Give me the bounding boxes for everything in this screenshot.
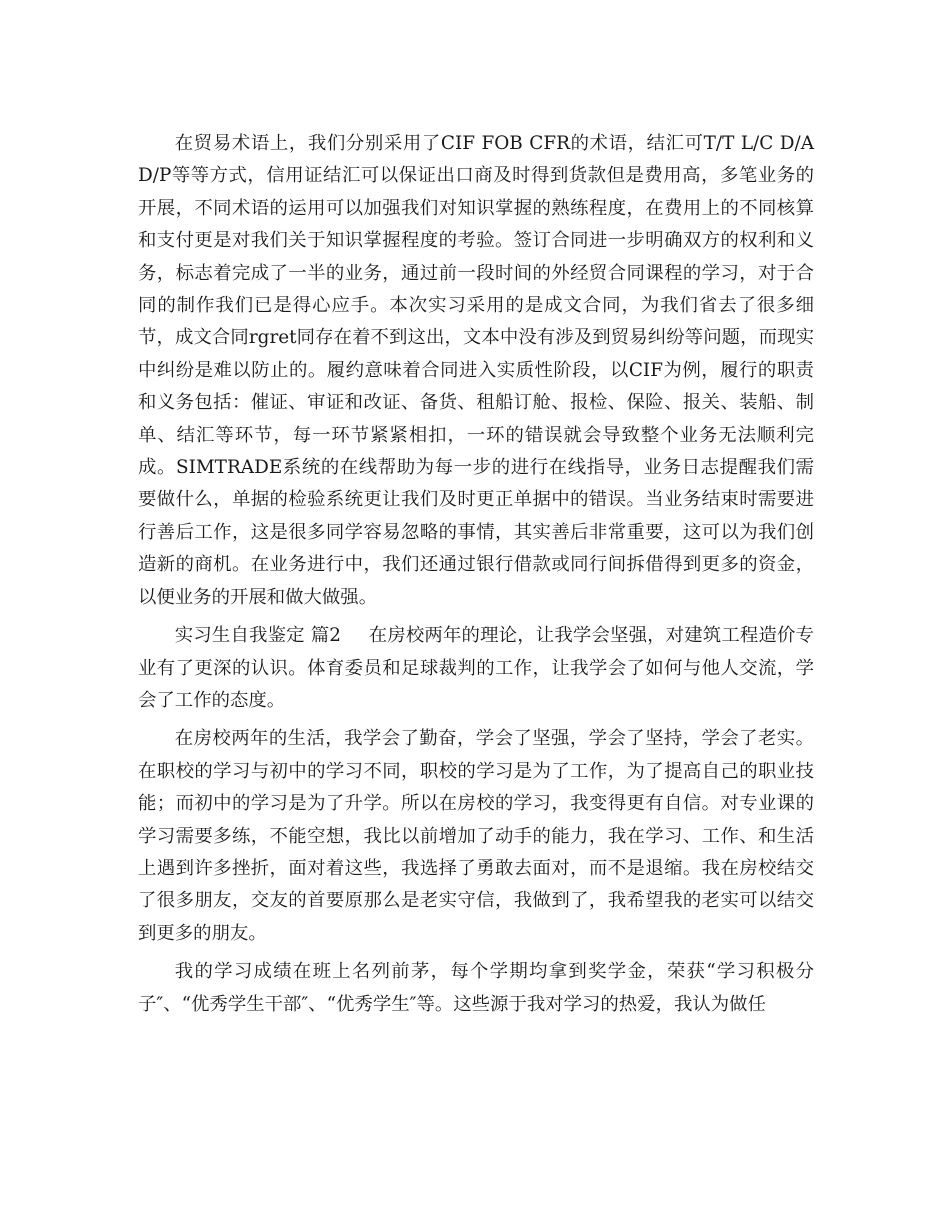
- document-body: [138, 128, 814, 1021]
- paragraph-section-2-intro: [138, 620, 814, 717]
- paragraph-text: 我的学习成绩在班上名列前茅，每个学期均拿到奖学金，荣获“学习积极分子″、“优秀学生干部″、“优秀学生″等。这些源于我对学习的热爱，我认为做任: [138, 961, 814, 1015]
- section-heading: 实习生自我鉴定 篇2: [174, 625, 341, 647]
- paragraph-text: 在房校两年的生活，我学会了勤奋，学会了坚强，学会了坚持，学会了老实。在职校的学习与初中的学习不同，职校的学习是为了工作，为了提高自己的职业技能；而初中的学习是为了升学。所以在房校的学习，我变得更有自信。对专业课的学习需要多练，不能空想，我比以前增加了动手的能力，我在学习、工作、和生活上遇到许多挫折，面对着这些，我选择了勇敢去面对，而不是退缩。我在房校结交了很多朋友，交友的首要原那么是老实守信，我做到了，我希望我的老实可以结交到更多的朋友。: [138, 728, 814, 944]
- paragraph-academic-record: [138, 956, 814, 1021]
- paragraph-text: 在贸易术语上，我们分别采用了CIF FOB CFR的术语，结汇可T/T L/C D/A D/P等等方式，信用证结汇可以保证出口商及时得到货款但是费用高，多笔业务的开展，不同术语的运用可以加强我们对知识掌握的熟练程度，在费用上的不同核算和支付更是对我们关于知识掌握程度的考验。签订合同进一步明确双方的权利和义务，标志着完成了一半的业务，通过前一段时间的外经贸合同课程的学习，对于合同的制作我们已是得心应手。本次实习采用的是成文合同，为我们省去了很多细节，成文合同rgret同存在着不到这出，文本中没有涉及到贸易纠纷等问题，而现实中纠纷是难以防止的。履约意味着合同进入实质性阶段，以CIF为例，履行的职责和义务包括：催证、审证和改证、备货、租船订舱、报检、保险、报关、装船、制单、结汇等环节，每一环节紧紧相扣，一环的错误就会导致整个业务无法顺利完成。SIMTRADE系统的在线帮助为每一步的进行在线指导，业务日志提醒我们需要做什么，单据的检验系统更让我们及时更正单据中的错误。当业务结束时需要进行善后工作，这是很多同学容易忽略的事情，其实善后非常重要，这可以为我们创造新的商机。在业务进行中，我们还通过银行借款或同行间拆借得到更多的资金，以便业务的开展和做大做强。: [138, 133, 814, 608]
- paragraph-trade-terms: [138, 128, 814, 614]
- paragraph-school-life: [138, 723, 814, 950]
- paragraph-text: 在房校两年的理论，让我学会坚强，对建筑工程造价专业有了更深的认识。体育委员和足球裁判的工作，让我学会了如何与他人交流，学会了工作的态度。: [138, 625, 814, 711]
